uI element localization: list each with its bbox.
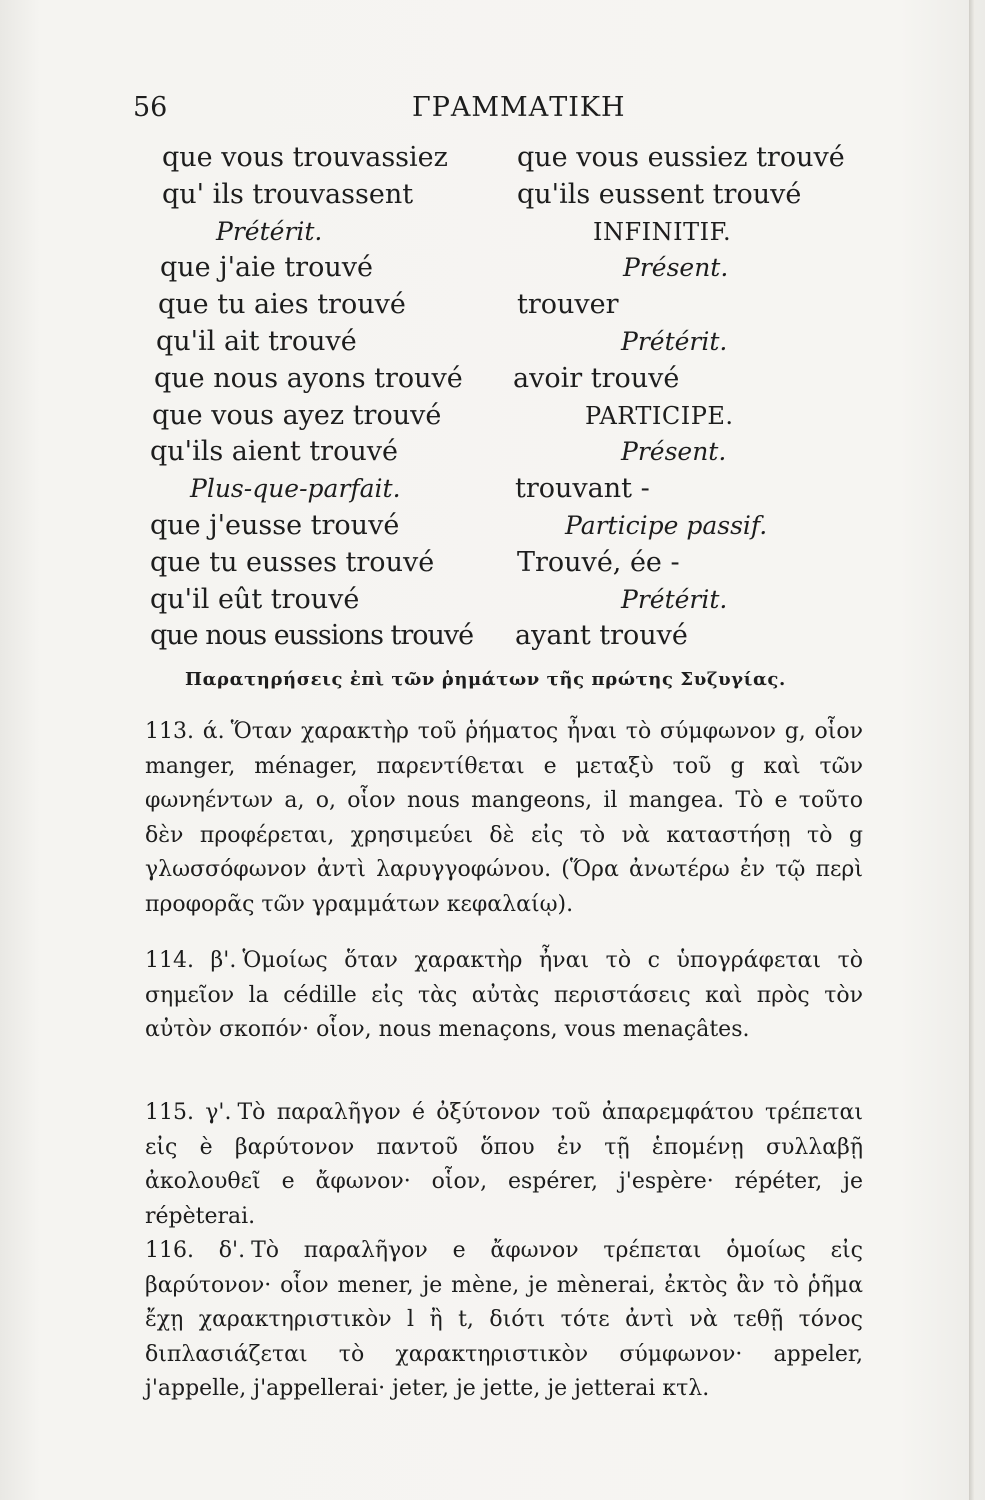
- conj-line: que tu aies trouvé: [158, 289, 406, 321]
- conj-line: ayant trouvé: [515, 620, 688, 652]
- paragraph-number: 115. γ'.: [145, 1100, 232, 1125]
- paragraph-114: [145, 944, 863, 1048]
- tense-heading: Participe passif.: [565, 510, 768, 540]
- page-header: [0, 92, 985, 128]
- paragraph-text: Τὸ παραλῆγον e ἄφωνον τρέπεται ὁμοίως εἰς βαρύτονον· οἷον mener, je mène, je mènerai, ἐκτὸς ἂν τὸ ῥῆμα ἔχῃ χαρακτηριστικὸν l ἢ t, διότι τότε ἀντὶ νὰ τεθῇ τόνος διπλασιάζεται τὸ χαρακτηριστικὸν σύμφωνον· appeler, j'appelle, j'appellerai· jeter, je jette, je jetterai κτλ.: [145, 1238, 864, 1401]
- tense-heading: Prétérit.: [621, 326, 728, 356]
- conj-line: que vous ayez trouvé: [152, 399, 442, 431]
- conjugation-right-column: [513, 140, 893, 655]
- paragraph-number: 113. ά.: [145, 719, 225, 744]
- paragraph-text: Ὅταν χαρακτὴρ τοῦ ῥήματος ἦναι τὸ σύμφωνον g, οἷον manger, ménager, παρεντίθεται e μεταξὺ τοῦ g καὶ τῶν φωνηέντων a, o, οἷον nous mangeons, il mangea. Τὸ e τοῦτο δὲν προφέρεται, χρησιμεύει δὲ εἰς τὸ νὰ καταστήσῃ τὸ g γλωσσόφωνον ἀντὶ λαρυγγοφώνου. (Ὅρα ἀνωτέρω ἐν τῷ περὶ προφορᾶς τῶν γραμμάτων κεφαλαίῳ).: [145, 719, 864, 917]
- tense-heading: Présent.: [621, 437, 727, 467]
- page-number: 56: [133, 92, 168, 123]
- conj-line: que j'aie trouvé: [160, 252, 373, 284]
- paragraph-115: [145, 1096, 863, 1234]
- conj-line: que vous trouvassiez: [162, 142, 448, 173]
- tense-heading: Prétérit.: [216, 216, 323, 246]
- conj-line: qu'il eût trouvé: [150, 583, 360, 615]
- mood-heading: INFINITIF.: [593, 217, 732, 246]
- conj-line: que vous eussiez trouvé: [517, 142, 845, 173]
- paragraph-number: 114. β'.: [145, 948, 237, 973]
- conj-line: que nous ayons trouvé: [154, 362, 463, 394]
- conj-line: avoir trouvé: [513, 362, 680, 394]
- mood-heading: PARTICIPE.: [585, 401, 734, 430]
- conj-line: que j'eusse trouvé: [150, 509, 400, 541]
- running-title: ΓΡΑΜΜΑΤΙΚΗ: [412, 92, 626, 123]
- paragraph-text: Τὸ παραλῆγον é ὀξύτονον τοῦ ἀπαρεμφάτου τρέπεται εἰς è βαρύτονον παντοῦ ὅπου ἐν τῇ ἑπομένῃ συλλαβῇ ἀκολουθεῖ e ἄφωνον· οἷον, espérer, j'espère· répéter, je répèterai.: [145, 1100, 863, 1229]
- conj-line: qu'il ait trouvé: [156, 325, 357, 357]
- observations-title: Παρατηρήσεις ἐπὶ τῶν ῥημάτων τῆς πρώτης Συζυγίας.: [185, 669, 786, 690]
- conj-line: Trouvé, ée -: [517, 546, 680, 578]
- page-edge: [969, 0, 975, 1500]
- conj-line: que tu eusses trouvé: [150, 546, 435, 578]
- conj-line: trouver: [517, 289, 619, 321]
- tense-heading: Présent.: [623, 253, 729, 283]
- paragraph-text: Ὁμοίως ὅταν χαρακτὴρ ἦναι τὸ c ὑπογράφεται τὸ σημεῖον la cédille εἰς τὰς αὐτὰς περιστάσεις καὶ πρὸς τὸν αὐτὸν σκοπόν· οἷον, nous menaçons, vous menaçâtes.: [145, 948, 863, 1042]
- tense-heading: Prétérit.: [621, 584, 728, 614]
- paragraph-113: [145, 715, 863, 922]
- conj-line: trouvant -: [515, 473, 650, 505]
- conj-line: que nous eussions trouvé: [150, 620, 474, 652]
- conj-line: qu' ils trouvassent: [162, 178, 414, 210]
- conj-line: qu'ils eussent trouvé: [517, 178, 802, 210]
- conjugation-left-column: [150, 140, 500, 655]
- paragraph-116: [145, 1234, 863, 1407]
- conj-line: qu'ils aient trouvé: [150, 436, 398, 468]
- paragraph-number: 116. δ'.: [145, 1238, 246, 1263]
- tense-heading: Plus-que-parfait.: [190, 474, 401, 504]
